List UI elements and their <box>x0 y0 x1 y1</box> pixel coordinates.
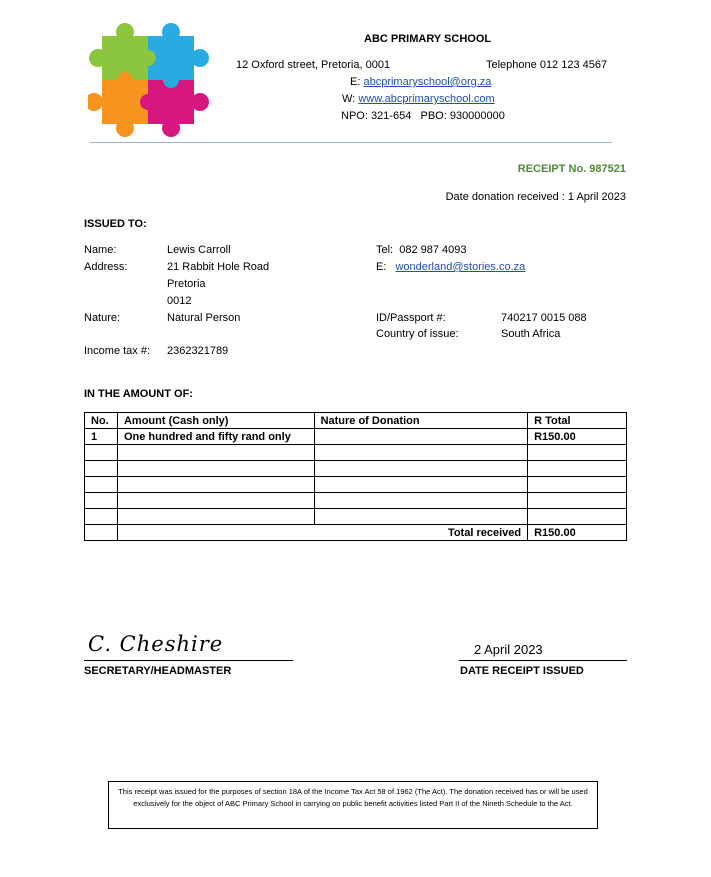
issue-date: 2 April 2023 <box>474 642 543 657</box>
table-cell <box>314 461 528 477</box>
donor-tel: Tel: 082 987 4093 <box>376 244 467 256</box>
school-web-link[interactable]: www.abcprimaryschool.com <box>358 93 495 105</box>
table-cell <box>528 461 627 477</box>
country-label: Country of issue: <box>376 328 459 340</box>
table-cell <box>117 477 314 493</box>
col-header-total: R Total <box>528 413 627 429</box>
table-cell <box>85 493 118 509</box>
table-header-row <box>85 413 627 429</box>
table-cell: One hundred and fifty rand only <box>117 429 314 445</box>
issued-to-heading: ISSUED TO: <box>84 218 147 230</box>
table-cell <box>314 477 528 493</box>
address-line-2: Pretoria <box>167 278 206 290</box>
name-label: Name: <box>84 244 117 256</box>
table-cell: 1 <box>85 429 118 445</box>
receipt-number: RECEIPT No. 987521 <box>517 163 626 175</box>
school-email-link[interactable]: abcprimaryschool@org.za <box>363 76 492 88</box>
donation-table <box>84 412 627 541</box>
date-issued-label: DATE RECEIPT ISSUED <box>460 665 584 677</box>
donor-email-link[interactable]: wonderland@stories.co.za <box>395 261 526 273</box>
tax-label: Income tax #: <box>84 345 151 357</box>
tax-value: 2362321789 <box>167 345 229 357</box>
table-cell <box>85 477 118 493</box>
col-header-nature: Nature of Donation <box>314 413 528 429</box>
table-cell <box>528 477 627 493</box>
table-cell <box>85 509 118 525</box>
table-cell <box>528 445 627 461</box>
table-cell: R150.00 <box>528 429 627 445</box>
table-row <box>85 477 627 493</box>
table-cell <box>85 461 118 477</box>
legal-notice: This receipt was issued for the purposes of section 18A of the Income Tax Act 58 of 1962 (The Act). The donation received has or will be used exclusively for the object of ABC Primary School in carrying on public benefit activities listed Part II of the Nineth Schedule to the Act. <box>108 781 598 829</box>
signature-line <box>84 660 293 661</box>
table-cell <box>117 445 314 461</box>
date-received: Date donation received : 1 April 2023 <box>445 191 626 203</box>
address-label: Address: <box>84 261 128 273</box>
donor-email-label: E: <box>376 261 387 273</box>
email-label: E: <box>350 76 361 88</box>
total-row <box>85 525 627 541</box>
table-row <box>85 445 627 461</box>
school-registration: NPO: 321-654 PBO: 930000000 <box>341 110 505 122</box>
address-line-3: 0012 <box>167 295 192 307</box>
school-email-row <box>350 76 491 88</box>
country-value: South Africa <box>501 328 561 340</box>
table-cell <box>528 493 627 509</box>
table-cell <box>117 461 314 477</box>
puzzle-logo <box>88 22 210 142</box>
signature-role: SECRETARY/HEADMASTER <box>84 665 232 677</box>
donor-name: Lewis Carroll <box>167 244 231 256</box>
signature: C. Cheshire <box>88 632 224 656</box>
school-address: 12 Oxford street, Pretoria, 0001 <box>236 59 391 71</box>
table-cell <box>528 509 627 525</box>
col-header-amount: Amount (Cash only) <box>117 413 314 429</box>
table-row <box>85 429 627 445</box>
school-web-row <box>342 93 495 105</box>
col-header-no: No. <box>85 413 118 429</box>
date-line <box>459 660 627 661</box>
id-value: 740217 0015 088 <box>501 312 587 324</box>
table-cell <box>314 429 528 445</box>
address-line-1: 21 Rabbit Hole Road <box>167 261 270 273</box>
nature-label: Nature: <box>84 312 121 324</box>
web-label: W: <box>342 93 356 105</box>
school-telephone: Telephone 012 123 4567 <box>486 59 608 71</box>
table-cell <box>314 509 528 525</box>
table-cell <box>85 445 118 461</box>
table-cell <box>85 525 118 541</box>
table-cell <box>117 509 314 525</box>
table-row <box>85 461 627 477</box>
table-cell <box>314 445 528 461</box>
nature-value: Natural Person <box>167 312 241 324</box>
school-name: ABC PRIMARY SCHOOL <box>364 33 492 45</box>
table-row <box>85 509 627 525</box>
donor-email-row <box>376 261 525 273</box>
table-row <box>85 493 627 509</box>
total-value: R150.00 <box>528 525 627 541</box>
header-divider <box>90 142 612 143</box>
id-label: ID/Passport #: <box>376 312 446 324</box>
total-label: Total received <box>117 525 527 541</box>
table-cell <box>314 493 528 509</box>
amount-heading: IN THE AMOUNT OF: <box>84 388 193 400</box>
table-cell <box>117 493 314 509</box>
